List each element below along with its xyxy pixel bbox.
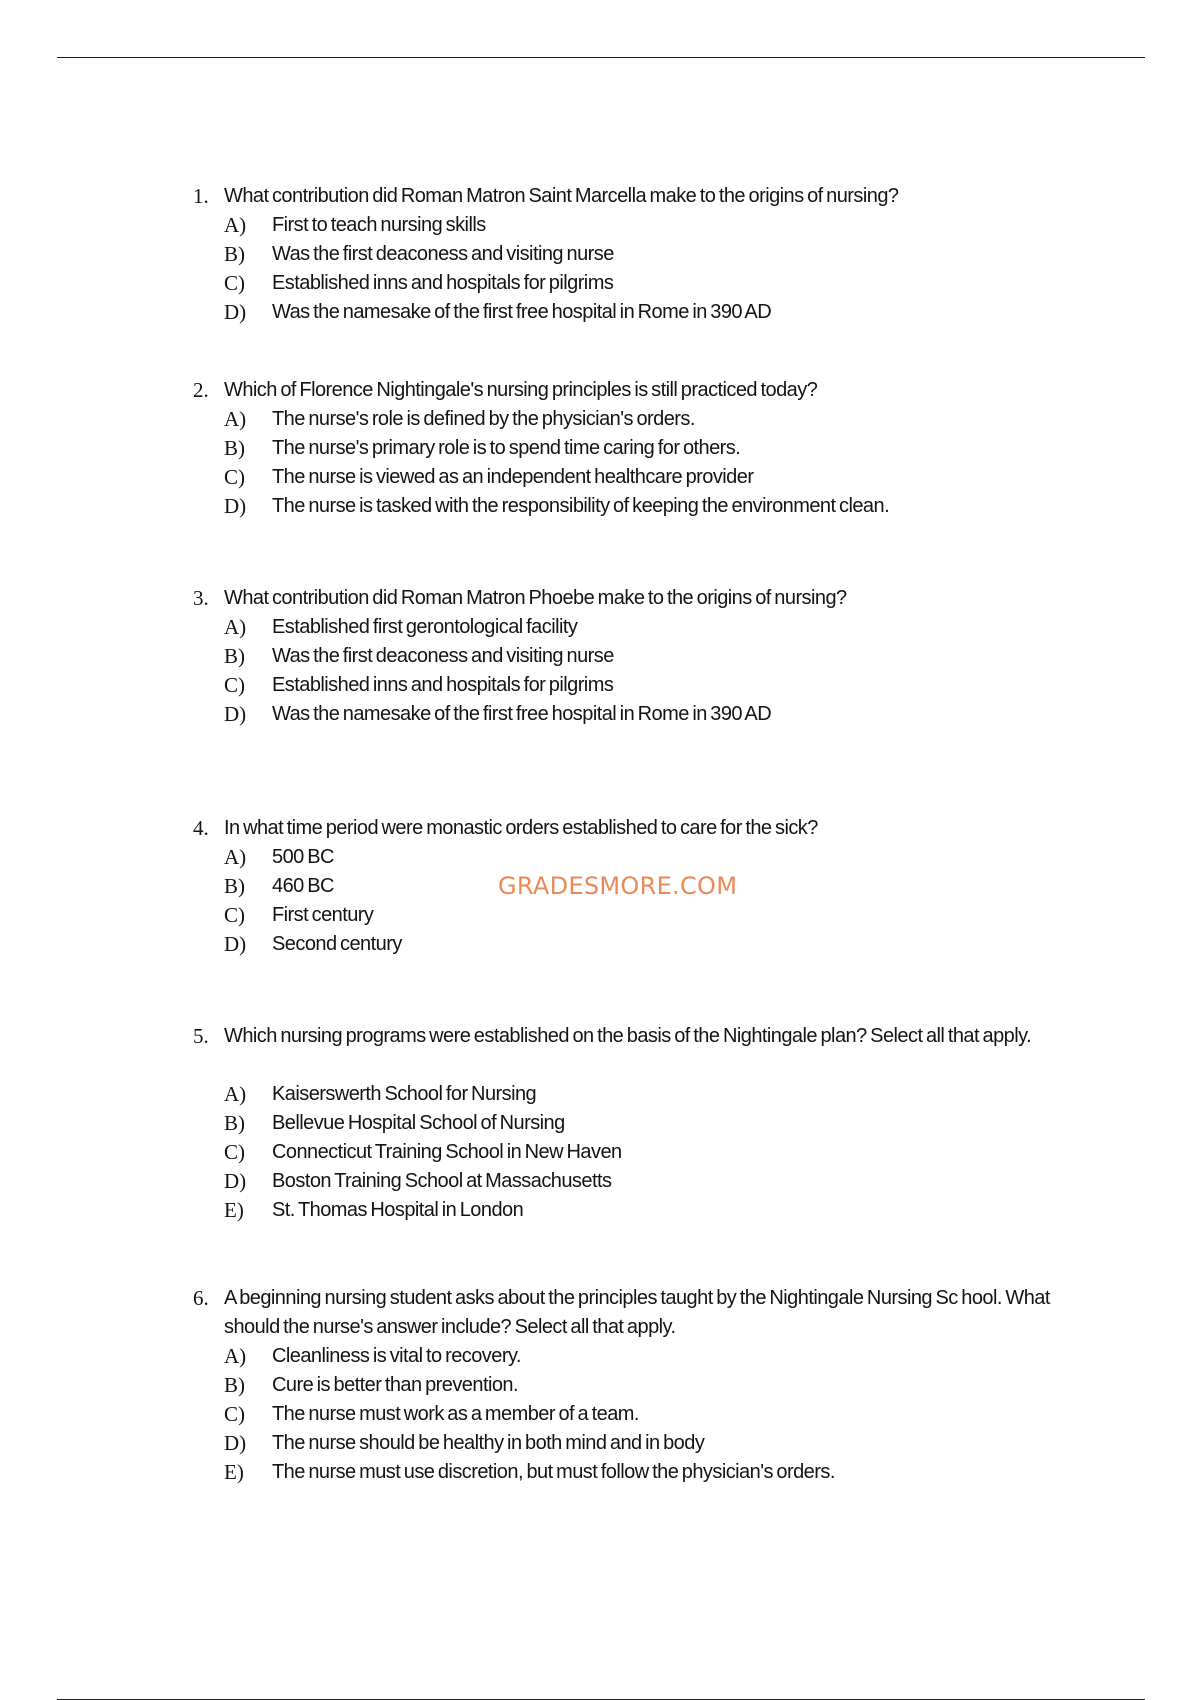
option-a (0, 1080, 1200, 1109)
question-number: 6. (193, 1286, 209, 1310)
option-e (0, 1196, 1200, 1225)
question-number: 2. (193, 378, 209, 402)
option-label: C) (224, 1402, 245, 1426)
option-text: The nurse is tasked with the responsibility of keeping the environment clean. (272, 495, 890, 517)
option-label: C) (224, 1140, 245, 1164)
option-text: First century (272, 904, 374, 926)
option-label: A) (224, 1344, 247, 1368)
option-text: The nurse is viewed as an independent healthcare provider (272, 466, 754, 488)
option-text: Established inns and hospitals for pilgrims (272, 272, 614, 294)
option-e (0, 1458, 1200, 1487)
option-label: B) (224, 644, 245, 668)
option-d (0, 930, 1200, 959)
option-label: C) (224, 673, 245, 697)
option-text: Boston Training School at Massachusetts (272, 1170, 612, 1192)
option-c (0, 901, 1200, 930)
option-b (0, 1371, 1200, 1400)
question-number: 3. (193, 586, 209, 610)
option-text: Cleanliness is vital to recovery. (272, 1345, 521, 1367)
option-label: A) (224, 845, 247, 869)
option-text: The nurse's primary role is to spend time caring for others. (272, 437, 741, 459)
question-5 (0, 1022, 1200, 1225)
option-b (0, 240, 1200, 269)
option-label: B) (224, 436, 245, 460)
option-label: B) (224, 242, 245, 266)
question-text: A beginning nursing student asks about the principles taught by the Nightingale Nursing Sc hool. What should the nurse's answer include? Select all that apply. (224, 1287, 1050, 1338)
option-label: D) (224, 932, 247, 956)
question-number: 5. (193, 1024, 209, 1048)
question-text: What contribution did Roman Matron Saint Marcella make to the origins of nursing? (224, 185, 899, 207)
top-rule (57, 57, 1145, 58)
option-a (0, 843, 1200, 872)
option-label: A) (224, 1082, 247, 1106)
option-label: A) (224, 407, 247, 431)
option-label: B) (224, 1373, 245, 1397)
option-label: A) (224, 615, 247, 639)
option-c (0, 269, 1200, 298)
option-b (0, 642, 1200, 671)
option-text: 500 BC (272, 846, 334, 868)
question-number: 1. (193, 184, 209, 208)
question-text: What contribution did Roman Matron Phoebe make to the origins of nursing? (224, 587, 847, 609)
question-6 (0, 1284, 1200, 1487)
option-text: Bellevue Hospital School of Nursing (272, 1112, 565, 1134)
question-text: Which nursing programs were established on the basis of the Nightingale plan? Select all that apply. (224, 1025, 1032, 1047)
option-text: Second century (272, 933, 402, 955)
option-text: The nurse must work as a member of a team. (272, 1403, 639, 1425)
option-d (0, 1429, 1200, 1458)
option-text: St. Thomas Hospital in London (272, 1199, 524, 1221)
option-a (0, 1342, 1200, 1371)
option-text: First to teach nursing skills (272, 214, 486, 236)
question-number: 4. (193, 816, 209, 840)
option-a (0, 405, 1200, 434)
option-d (0, 700, 1200, 729)
option-label: C) (224, 271, 245, 295)
option-text: The nurse should be healthy in both mind and in body (272, 1432, 705, 1454)
option-a (0, 211, 1200, 240)
option-label: E) (224, 1198, 244, 1222)
option-text: Was the first deaconess and visiting nurse (272, 645, 614, 667)
option-a (0, 613, 1200, 642)
option-label: D) (224, 702, 247, 726)
option-label: C) (224, 465, 245, 489)
option-c (0, 463, 1200, 492)
option-label: A) (224, 213, 247, 237)
option-b (0, 434, 1200, 463)
option-text: Connecticut Training School in New Haven (272, 1141, 622, 1163)
option-c (0, 1138, 1200, 1167)
option-label: E) (224, 1460, 244, 1484)
option-text: Was the namesake of the first free hospital in Rome in 390 AD (272, 301, 772, 323)
question-text: In what time period were monastic orders established to care for the sick? (224, 817, 818, 839)
option-c (0, 1400, 1200, 1429)
question-text: Which of Florence Nightingale's nursing principles is still practiced today? (224, 379, 818, 401)
watermark: GRADESMORE.COM (498, 872, 738, 900)
option-label: D) (224, 1431, 247, 1455)
option-text: Established first gerontological facility (272, 616, 578, 638)
option-text: The nurse must use discretion, but must follow the physician's orders. (272, 1461, 835, 1483)
option-text: Established inns and hospitals for pilgrims (272, 674, 614, 696)
option-b (0, 1109, 1200, 1138)
option-label: D) (224, 1169, 247, 1193)
option-text: 460 BC (272, 875, 334, 897)
option-label: B) (224, 1111, 245, 1135)
option-c (0, 671, 1200, 700)
option-text: The nurse's role is defined by the physician's orders. (272, 408, 695, 430)
option-text: Was the namesake of the first free hospital in Rome in 390 AD (272, 703, 772, 725)
option-label: D) (224, 300, 247, 324)
option-d (0, 492, 1200, 521)
option-text: Was the first deaconess and visiting nurse (272, 243, 614, 265)
question-1 (0, 182, 1200, 327)
question-3 (0, 584, 1200, 729)
option-d (0, 1167, 1200, 1196)
option-text: Cure is better than prevention. (272, 1374, 518, 1396)
option-text: Kaiserswerth School for Nursing (272, 1083, 537, 1105)
option-d (0, 298, 1200, 327)
option-label: C) (224, 903, 245, 927)
option-label: D) (224, 494, 247, 518)
option-label: B) (224, 874, 245, 898)
question-2 (0, 376, 1200, 521)
